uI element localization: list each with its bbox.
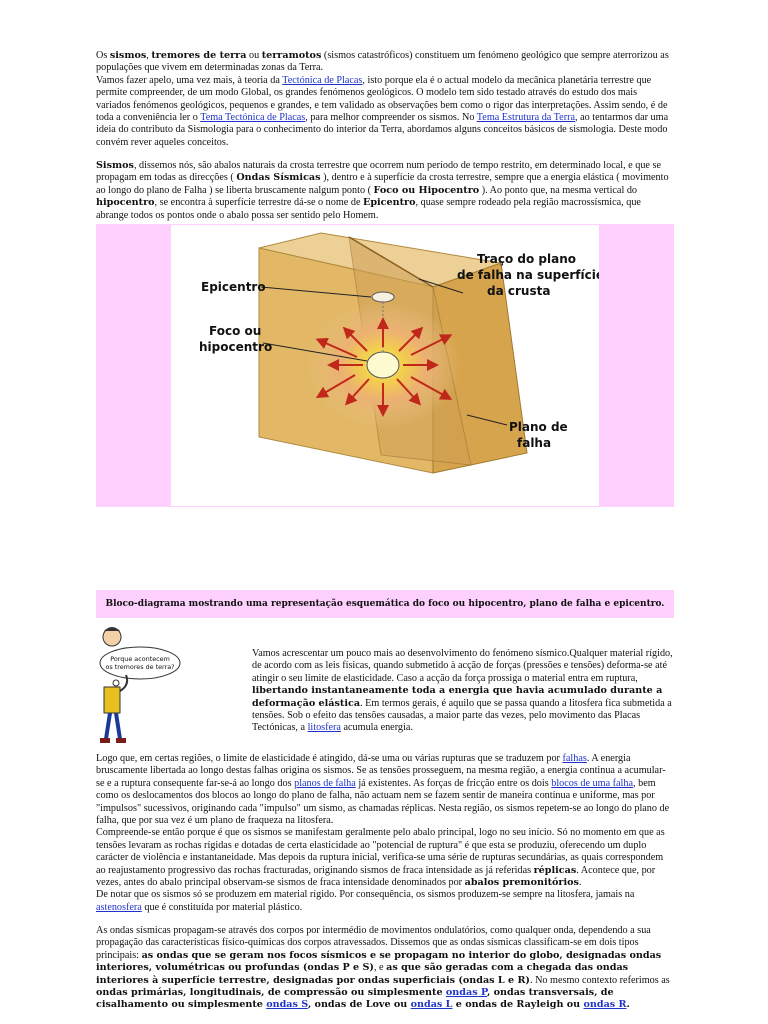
text: , se encontra à superfície terrestre dá-se o nome de bbox=[154, 197, 364, 209]
link-planos-de-falha[interactable]: planos de falha bbox=[294, 777, 356, 789]
label-traco-2: de falha na superfície bbox=[457, 268, 599, 282]
term-abalos-premonitorios: abalos premonitórios bbox=[464, 877, 579, 889]
text: ou bbox=[246, 50, 262, 61]
fault-block-diagram bbox=[171, 225, 599, 506]
text: , ao tentarmos dar uma ideia do contributo da Sismologia para o conhecimento do interior da Terra, abordamos alguns conceitos básicos de sismologia. Deste modo convém rever aqueles conceitos. bbox=[96, 112, 669, 148]
term-sismos-heading: Sismos bbox=[96, 160, 134, 171]
hypocenter-marker bbox=[367, 352, 399, 378]
figure-caption bbox=[96, 590, 674, 618]
term-hipocentro: hipocentro bbox=[96, 197, 155, 209]
text: . A energia bruscamente libertada ao longo destas falhas origina os sismos. Se as tensões prosseguem, na mesma região, a energia continua a acumular-se e a ruptura consequente far-se-á ao longo dos bbox=[96, 753, 666, 789]
label-plano-1: Plano de bbox=[509, 420, 568, 434]
bold-text: , ondas transversais, de cisalhamento ou simplesmente bbox=[96, 987, 614, 1011]
link-ondas-p[interactable]: ondas P bbox=[445, 987, 487, 999]
label-foco-2: hipocentro bbox=[199, 340, 273, 354]
link-blocos-de-uma-falha[interactable]: blocos de uma falha bbox=[551, 777, 634, 789]
link-tema-estrutura[interactable]: Tema Estrutura da Terra bbox=[476, 112, 576, 124]
bubble-text-1: Porque acontecem bbox=[110, 655, 170, 663]
link-ondas-s[interactable]: ondas S bbox=[266, 999, 308, 1011]
term-foco: Foco ou Hipocentro bbox=[373, 184, 480, 196]
bold-text: as ondas que se geram nos focos sísmicos e se propagam no interior do globo, designadas ondas interiores, volumétricas ou profundas (ondas P e S) bbox=[96, 949, 662, 974]
text: , bbox=[146, 50, 152, 61]
block-diagram bbox=[171, 225, 599, 506]
text: (sismos catastróficos) constituem um fenómeno geológico que sempre aterrorizou as populações que vivem em determinadas zonas da Terra. bbox=[96, 50, 669, 74]
bold-text: ondas primárias, longitudinais, de compressão ou simplesmente bbox=[96, 987, 446, 999]
bold-text: , ondas de Love ou bbox=[307, 999, 411, 1011]
ondas-paragraph bbox=[96, 925, 674, 1012]
text: , isto porque ela é o actual modelo da mecânica planetária terrestre que permite compreender, de um modo Global, os grandes fenómenos geológicos. O modelo tem sido testado através do estudo dos mais variados fenómenos geológicos, pequenos e grandes, e tem validado as observações bem como o rigor das interpretações. Assim sendo, é de toda a conveniência ler o bbox=[96, 74, 668, 124]
text: ), dentro e à superfície da crosta terrestre, sempre que a energia elástica ( movimento ao longo do plano de Falha ) se liberta bruscamente nalgum ponto ( bbox=[96, 172, 669, 196]
text: , dissemos nós, são abalos naturais da crosta terrestre que ocorrem num período de tempo restrito, em determinado local, e que se propagam em todas as direcções ( bbox=[96, 160, 661, 184]
term-epicentro: Epicentro bbox=[363, 197, 416, 209]
link-ondas-l[interactable]: ondas L bbox=[410, 999, 453, 1011]
thinking-person-cartoon bbox=[96, 625, 182, 747]
figure-frame bbox=[96, 224, 674, 507]
text: Vamos fazer apelo, uma vez mais, à teoria da bbox=[96, 74, 283, 86]
text: que é constituída por material plástico. bbox=[141, 901, 303, 913]
link-ondas-r[interactable]: ondas R bbox=[583, 999, 627, 1011]
bold-text: libertando instantaneamente toda a energia que havia acumulado durante a deformação elástica bbox=[252, 685, 663, 709]
label-plano-2: falha bbox=[517, 436, 552, 450]
link-litosfera[interactable]: litosfera bbox=[307, 722, 341, 734]
link-falhas[interactable]: falhas bbox=[562, 753, 587, 764]
text: . Acontece que, por vezes, antes do abalo principal observam-se sismos de fraca intensidade denominados por bbox=[96, 864, 656, 889]
text: Os bbox=[96, 50, 110, 61]
text: . bbox=[578, 877, 582, 889]
text: , e bbox=[373, 962, 387, 974]
intro-paragraph bbox=[96, 50, 674, 149]
label-epicentro: Epicentro bbox=[201, 280, 266, 294]
text: . No mesmo contexto referimos as bbox=[529, 974, 670, 986]
text: Vamos acrescentar um pouco mais ao desenvolvimento do fenómeno sísmico.Qualquer material rígido, de acordo com as leis físicas, quando submetido à acção de forças (pressões e tensões) deforma-se até atingir o seu limite de elasticidade. Caso a acção da força prossiga o material entra em ruptura, bbox=[252, 648, 673, 684]
bubble-text-2: os tremores de terra? bbox=[105, 663, 175, 671]
text: , para melhor compreender os sismos. No bbox=[305, 112, 477, 124]
link-tectonica-placas[interactable]: Tectónica de Placas bbox=[282, 74, 363, 86]
term-tremores: tremores de terra bbox=[151, 50, 247, 61]
definition-paragraph bbox=[96, 160, 674, 222]
label-traco-3: da crusta bbox=[487, 284, 551, 298]
cartoon-body bbox=[104, 687, 120, 713]
link-tema-tectonica[interactable]: Tema Tectónica de Placas bbox=[200, 112, 306, 124]
label-traco-1: Traço do plano bbox=[477, 252, 577, 266]
side-paragraph bbox=[252, 648, 674, 735]
text: De notar que os sismos só se produzem em material rígido. Por consequência, os sismos produzem-se sempre na litosfera, jamais na bbox=[96, 889, 635, 901]
text: Compreende-se então porque é que os sismos se manifestam geralmente pelo abalo principal, logo no seu início. Só no momento em que as tensões levaram as rochas rígidas e dotadas de certa elasticidade ao "potencial de ruptura" é que esta se produziu, oferecendo um duplo carácter de violência e instantaneidade. Mas depois da ruptura inicial, verifica-se uma série de rupturas secundárias, as quais correspondem ao reajustamento progressivo das rochas fracturadas, originando sismos de fraca intensidade as já referidas bbox=[96, 827, 665, 876]
term-sismos: sismos bbox=[109, 50, 147, 61]
bold-text: . bbox=[626, 999, 630, 1011]
body-paragraph bbox=[96, 753, 674, 914]
term-replicas: réplicas bbox=[533, 864, 577, 876]
term-terramotos: terramotos bbox=[261, 50, 322, 61]
label-foco-1: Foco ou bbox=[209, 324, 262, 338]
bold-text: e ondas de Rayleigh ou bbox=[452, 999, 584, 1011]
text: já existentes. As forças de fricção entre os dois bbox=[355, 777, 552, 789]
text: , bem como os deslocamentos dos blocos ao longo do plano de falha, não actuam nem se fazem sentir de maneira contínua e uniforme, mas por "impulsos" sucessivos, originando cada "impulso" um sismo, as chamadas réplicas. Nesta região, os sismos repetem-se ao longo do plano de falha, que por sua vez é um plano de fraqueza na litosfera. bbox=[96, 777, 670, 827]
text: , quase sempre rodeado pela região macrossísmica, que abrange todos os pontos onde o abalo possa ser sentido pelo Homem. bbox=[96, 197, 641, 221]
text: Logo que, em certas regiões, o limite de elasticidade é atingido, dá-se uma ou várias rupturas que se traduzem por bbox=[96, 753, 563, 764]
text: As ondas sísmicas propagam-se através dos corpos por intermédio de movimentos ondulatórios, como qualquer onda, dependendo a sua propagação das características físico-químicas dos corpos atravessados. Dissemos que as ondas sísmicas classificam-se em dois tipos principais: bbox=[96, 925, 651, 961]
bold-text: as que são geradas com a chegada das ondas interiores à superfície terrestre, designadas por ondas superficiais (ondas L e R) bbox=[96, 962, 629, 986]
cartoon-illustration bbox=[96, 625, 182, 747]
caption-text: Bloco-diagrama mostrando uma representação esquemática do foco ou hipocentro, plano de falha e epicentro. bbox=[105, 598, 665, 609]
epicenter-marker bbox=[372, 292, 394, 302]
text: acumula energia. bbox=[340, 722, 413, 734]
text: ). Ao ponto que, na mesma vertical do bbox=[479, 184, 638, 196]
text: . Em termos gerais, é aquilo que se passa quando a litosfera fica submetida a tensões. Sob o efeito das tensões causadas, a maior parte das vezes, pelo movimento das Placas Tectónicas, a bbox=[252, 697, 672, 734]
term-ondas-sismicas: Ondas Sísmicas bbox=[236, 172, 321, 184]
link-astenosfera[interactable]: astenosfera bbox=[96, 901, 142, 913]
